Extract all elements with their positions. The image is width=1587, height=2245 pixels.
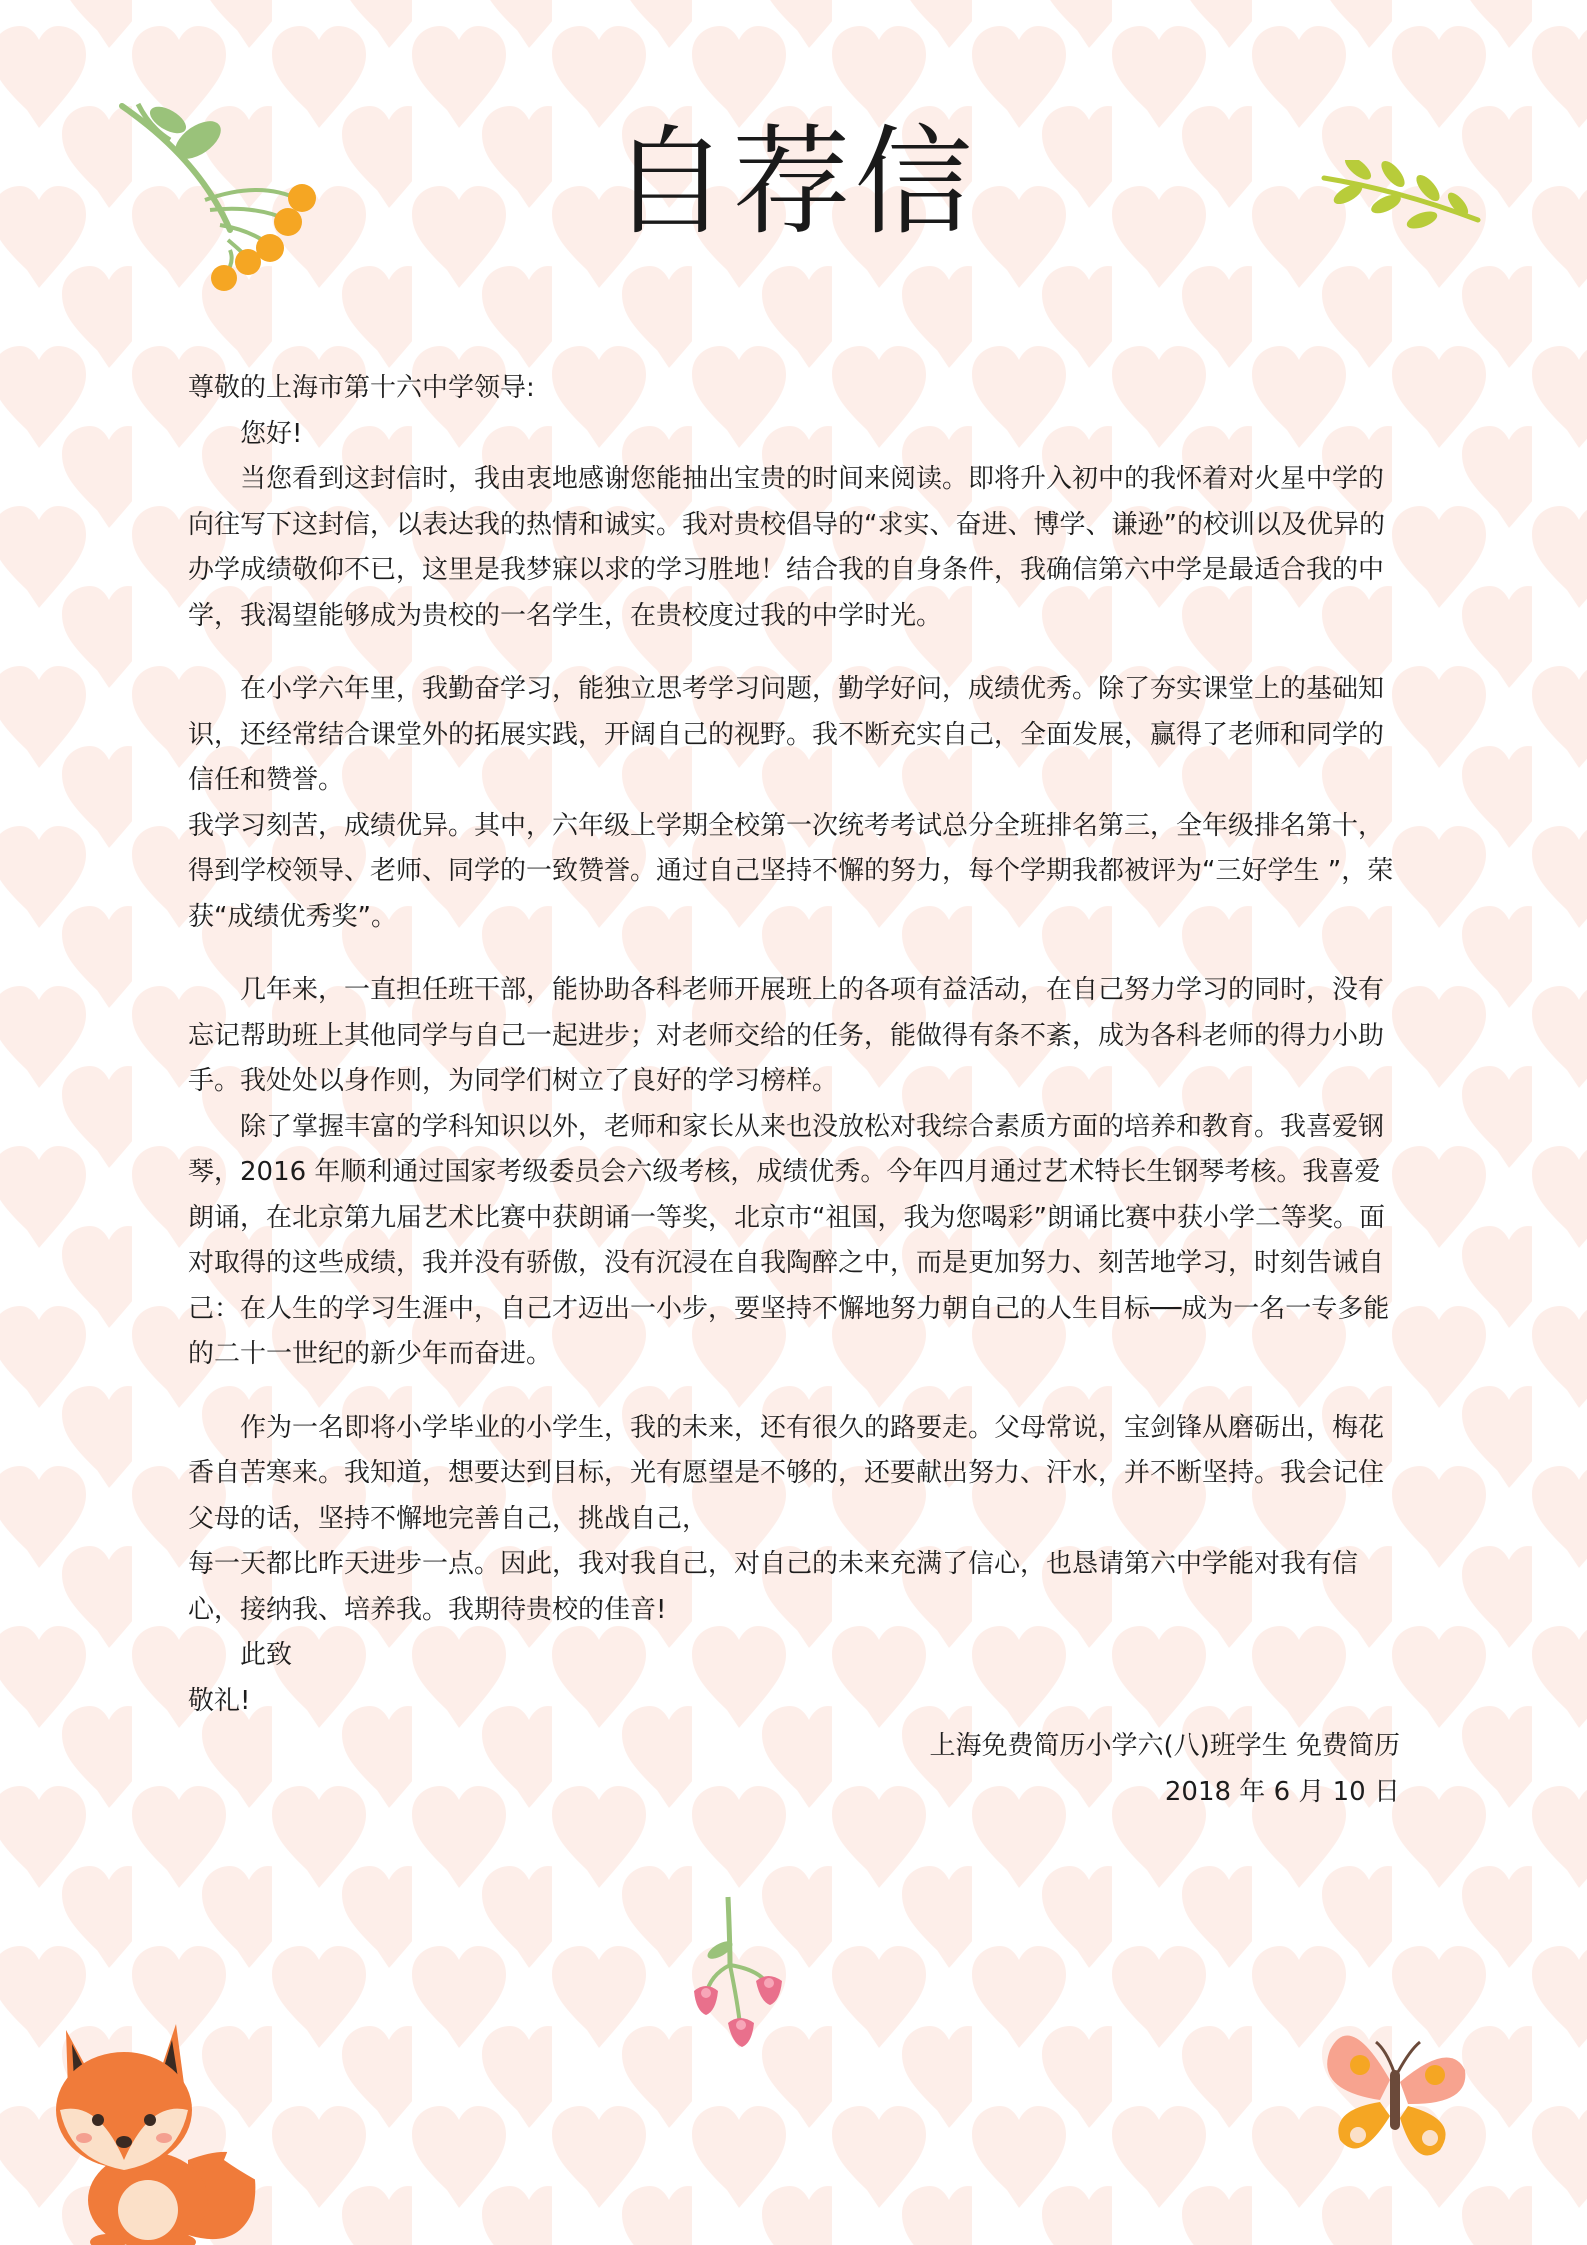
page-title: 自荐信 bbox=[610, 113, 977, 251]
butterfly-icon bbox=[1320, 2020, 1470, 2170]
paragraph: 作为一名即将小学毕业的小学生，我的未来，还有很久的路要走。父母常说，宝剑锋从磨砺出，梅花香自苦寒来。我知道，想要达到目标，光有愿望是不够的，还要献出努力、汗水，并不断坚持。我会记住父母的话，坚持不懈地完善自己，挑战自己， bbox=[188, 1412, 1385, 1534]
letter-body bbox=[188, 366, 1400, 1815]
signature: 上海免费简历小学六(八)班学生 免费简历 bbox=[929, 1731, 1400, 1761]
greeting: 尊敬的上海市第十六中学领导: bbox=[188, 373, 535, 403]
paragraph: 除了掌握丰富的学科知识以外，老师和家长从来也没放松对我综合素质方面的培养和教育。我喜爱钢琴，2016 年顺利通过国家考级委员会六级考核，成绩优秀。今年四月通过艺术特长生钢琴考核。我喜爱朗诵，在北京第九届艺术比赛中获朗诵一等奖，北京市“祖国，我为您喝彩”朗诵比赛中获小学二等奖。面对取得的这些成绩，我并没有骄傲，没有沉浸在自我陶醉之中，而是更加努力、刻苦地学习，时刻告诫自己：在人生的学习生涯中，自己才迈出一小步，要坚持不懈地努力朝自己的人生目标──成为一名一专多能的二十一世纪的新少年而奋进。 bbox=[188, 1111, 1390, 1369]
closing-line: 此致 bbox=[240, 1640, 293, 1670]
paragraph: 我学习刻苦，成绩优异。其中，六年级上学期全校第一次统考考试总分全班排名第三，全年级排名第十，得到学校领导、老师、同学的一致赞誉。通过自己坚持不懈的努力，每个学期我都被评为“三好学生 ”，荣获“成绩优秀奖”。 bbox=[188, 810, 1394, 932]
paragraph: 几年来，一直担任班干部，能协助各科老师开展班上的各项有益活动，在自己努力学习的同时，没有忘记帮助班上其他同学与自己一起进步；对老师交给的任务，能做得有条不紊，成为各科老师的得力小助手。我处处以身作则，为同学们树立了良好的学习榜样。 bbox=[188, 975, 1385, 1096]
pink-flower-icon bbox=[690, 1895, 810, 2055]
paragraph: 在小学六年里，我勤奋学习，能独立思考学习问题，勤学好问，成绩优秀。除了夯实课堂上的基础知识，还经常结合课堂外的拓展实践，开阔自己的视野。我不断充实自己，全面发展，赢得了老师和同学的信任和赞誉。 bbox=[188, 674, 1385, 795]
paragraph: 每一天都比昨天进步一点。因此，我对我自己，对自己的未来充满了信心，也恳请第六中学能对我有信心，接纳我、培养我。我期待贵校的佳音! bbox=[188, 1549, 1359, 1625]
paragraph: 当您看到这封信时，我由衷地感谢您能抽出宝贵的时间来阅读。即将升入初中的我怀着对火星中学的向往写下这封信，以表达我的热情和诚实。我对贵校倡导的“求实、奋进、博学、谦逊”的校训以及优异的办学成绩敬仰不已，这里是我梦寐以求的学习胜地！结合我的自身条件，我确信第六中学是最适合我的中学，我渴望能够成为贵校的一名学生，在贵校度过我的中学时光。 bbox=[188, 464, 1385, 631]
fox-icon bbox=[38, 2010, 268, 2245]
salutation: 您好! bbox=[240, 418, 303, 449]
date: 2018 年 6 月 10 日 bbox=[1164, 1776, 1400, 1807]
closing-regards: 敬礼! bbox=[188, 1685, 251, 1716]
